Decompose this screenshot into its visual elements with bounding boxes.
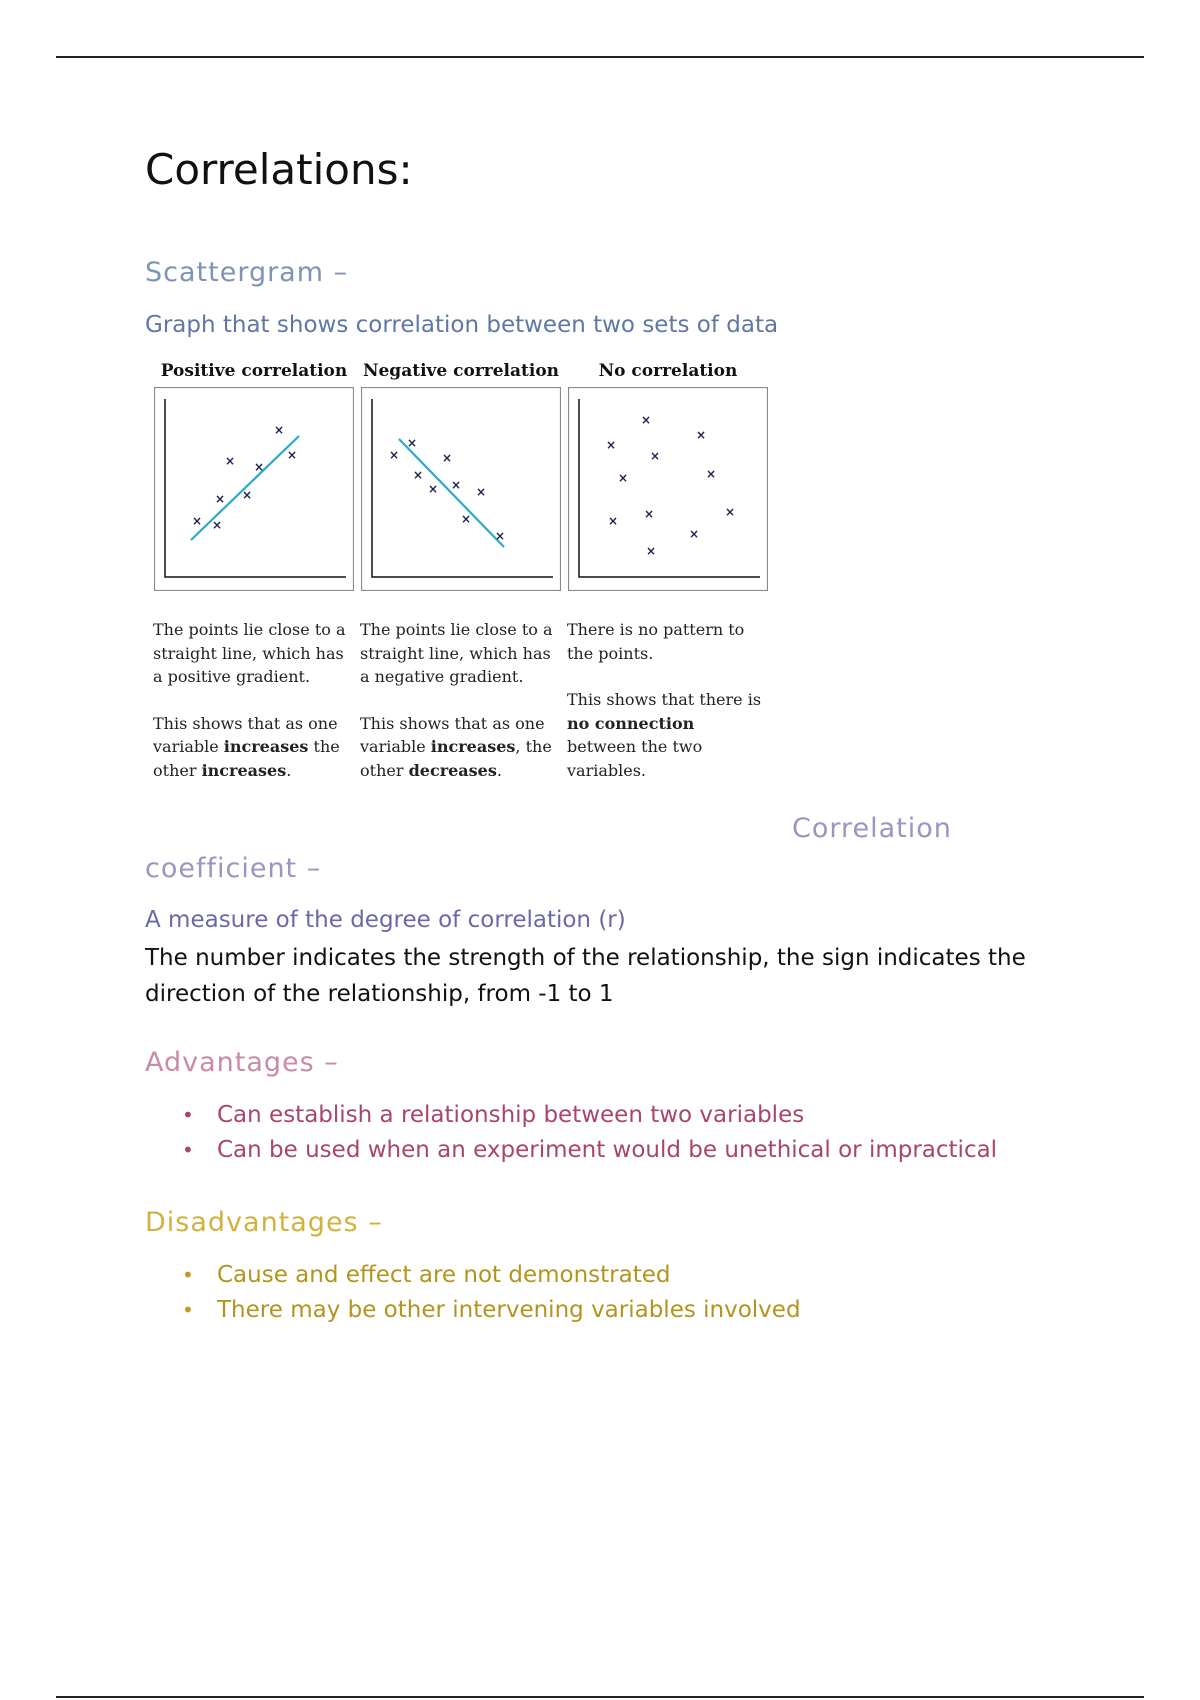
svg-text:×: × (406, 436, 418, 450)
svg-text:×: × (273, 423, 285, 437)
svg-text:×: × (645, 544, 657, 558)
bullet-icon: • (182, 1263, 194, 1287)
svg-text:×: × (607, 514, 619, 528)
list-item: • Can be used when an experiment would be unethical or impractical (180, 1133, 997, 1168)
svg-text:×: × (605, 438, 617, 452)
advantages-list (180, 1098, 997, 1168)
svg-text:×: × (705, 467, 717, 481)
bullet-icon: • (182, 1103, 194, 1127)
caption-positive (153, 618, 353, 782)
list-item: • Can establish a relationship between two variables (180, 1098, 997, 1133)
svg-text:×: × (211, 518, 223, 532)
scatter-panel-positive (154, 387, 354, 591)
svg-text:×: × (617, 471, 629, 485)
bullet-icon: • (182, 1138, 194, 1162)
list-item: • There may be other intervening variables involved (180, 1293, 801, 1328)
scatter-panel-none (568, 387, 768, 591)
header-rule (56, 56, 1144, 58)
caption-negative (360, 618, 560, 782)
svg-text:×: × (253, 460, 265, 474)
svg-text:×: × (441, 451, 453, 465)
svg-text:×: × (475, 485, 487, 499)
svg-text:×: × (688, 527, 700, 541)
scatter-panel-negative (361, 387, 561, 591)
svg-text:×: × (695, 428, 707, 442)
svg-text:×: × (494, 529, 506, 543)
panel-heading-positive: Positive correlation (160, 361, 348, 381)
advantages-heading: Advantages – (145, 1047, 339, 1078)
svg-text:×: × (388, 448, 400, 462)
caption-negative-line1: The points lie close to a straight line, which has a negative gradient. (360, 620, 553, 686)
svg-text:×: × (214, 492, 226, 506)
svg-text:×: × (286, 448, 298, 462)
svg-text:×: × (191, 514, 203, 528)
coefficient-explanation: The number indicates the strength of the relationship, the sign indicates the direction of the relationship, from -1 to 1 (145, 945, 1026, 1007)
panel-heading-none: No correlation (598, 361, 738, 381)
caption-none (567, 618, 767, 782)
svg-text:×: × (724, 505, 736, 519)
disadvantages-heading: Disadvantages – (145, 1207, 383, 1238)
coefficient-heading-part2: coefficient – (145, 853, 322, 884)
caption-positive-line1: The points lie close to a straight line, which has a positive gradient. (153, 620, 346, 686)
caption-none-line2: This shows that there is no connection between the two variables. (567, 690, 762, 780)
coefficient-heading-part1: Correlation (792, 813, 952, 844)
bullet-icon: • (182, 1298, 194, 1322)
scattergram-definition: Graph that shows correlation between two sets of data (145, 312, 779, 338)
caption-positive-line2: This shows that as one variable increases the other increases. (153, 713, 340, 780)
caption-negative-line2: This shows that as one variable increases, the other decreases. (360, 713, 552, 780)
svg-text:×: × (241, 488, 253, 502)
svg-text:×: × (450, 478, 462, 492)
page-title: Correlations: (145, 145, 413, 194)
svg-text:×: × (412, 468, 424, 482)
svg-text:×: × (640, 413, 652, 427)
coefficient-definition: A measure of the degree of correlation (r) (145, 907, 626, 933)
svg-text:×: × (427, 482, 439, 496)
svg-text:×: × (460, 512, 472, 526)
footer-rule (56, 1696, 1144, 1698)
svg-text:×: × (649, 449, 661, 463)
panel-heading-negative: Negative correlation (362, 361, 560, 381)
scattergram-heading: Scattergram – (145, 257, 349, 288)
caption-none-line1: There is no pattern to the points. (567, 620, 745, 663)
disadvantages-list (180, 1258, 801, 1328)
svg-text:×: × (643, 507, 655, 521)
svg-text:×: × (224, 454, 236, 468)
list-item: • Cause and effect are not demonstrated (180, 1258, 801, 1293)
